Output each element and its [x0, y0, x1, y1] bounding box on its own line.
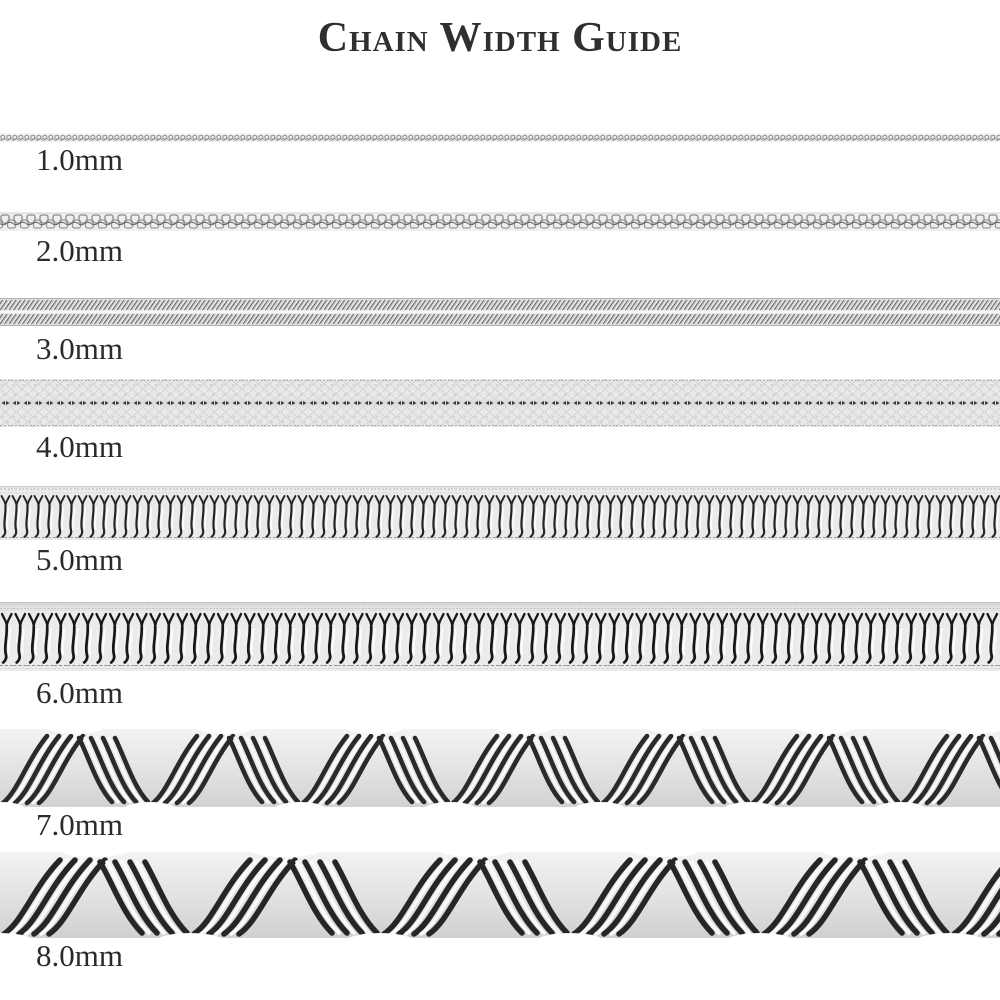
- chain-label-5mm: 5.0mm: [36, 542, 123, 577]
- chain-image-6mm: [0, 602, 1000, 671]
- chain-label-7mm: 7.0mm: [36, 807, 123, 842]
- chain-image-2mm: [0, 212, 1000, 231]
- chain-label-6mm: 6.0mm: [36, 675, 123, 710]
- chain-image-5mm: [0, 486, 1000, 540]
- chain-image-1mm: [0, 133, 1000, 142]
- page-title: Chain Width Guide: [317, 15, 683, 61]
- chain-image-8mm: [0, 852, 1000, 938]
- chain-image-7mm: [0, 729, 1000, 807]
- chain-label-4mm: 4.0mm: [36, 429, 123, 464]
- chain-label-3mm: 3.0mm: [36, 331, 123, 366]
- chain-image-4mm: [0, 379, 1000, 427]
- chain-image-3mm: [0, 298, 1000, 326]
- chain-label-2mm: 2.0mm: [36, 233, 123, 268]
- chain-label-8mm: 8.0mm: [36, 938, 123, 973]
- chain-label-1mm: 1.0mm: [36, 142, 123, 177]
